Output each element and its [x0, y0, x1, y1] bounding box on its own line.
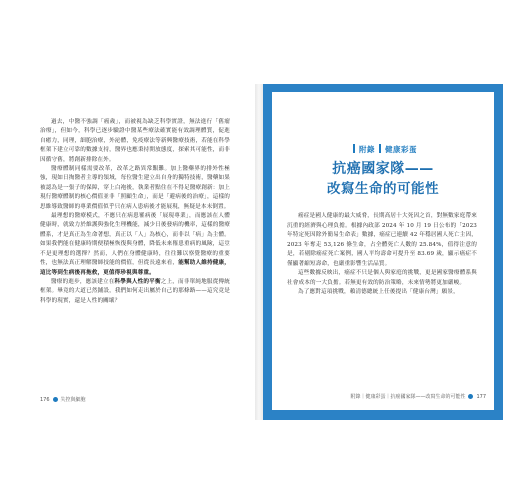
page-number: 176 — [40, 396, 50, 403]
text-run: 醫療的進步，應該建立在 — [51, 278, 115, 285]
text-run: 最理想的醫療模式，不應只在病患罹病後「展現專業」，而應該在人體健康時，就致力於維護與強化生理機能，減少日後發病的機率，這樣的醫療體系，才是真正為生命著想，真正以「人」為核心，而非以「病」為主體。如果我們能在健康時期便積極恢復與身體，降低未來罹患重病的風險，這豈不是更理想的選擇？然而，人們在身體健康時，往往難以察覺醫療的重要性，也無法真正理解醫師技能的價值，但從長遠來看， — [40, 213, 230, 267]
running-head: 附錄｜健康彩蛋｜抗癌國家隊——改寫生命的可能性 — [350, 394, 466, 400]
paragraph — [40, 212, 230, 278]
left-page-body — [40, 118, 230, 306]
page-marker-dot-icon — [468, 394, 473, 399]
running-head: 失控與細胞 — [60, 397, 86, 403]
bold-text: 科學與人性的平衡 — [114, 278, 161, 285]
bold-text: 能幫助人維持健康，這比等到生病後再拖救，更值得珍視與尊重。 — [40, 260, 230, 276]
right-page — [263, 84, 503, 420]
paragraph: 癌症是國人健康的最大威脅，長期高居十大死因之首，對無數家庭帶來沉重的經濟與心理負擔。根據內政部 2024 年 10 月 19 日公布的「2023 年特定死因除外簡易生命表」數據，癌症已連續 42 年穩居國人死亡主因，2023 年奪走 53,126 條生命，占全體死亡人數的 25.84%，值得注意的是，若剔除癌症死亡案例，國人平均壽命可提升至 83.69 歲，顯示癌症不僅顯著縮短壽命，也嚴重影響生活品質。 — [287, 213, 477, 267]
paragraph — [40, 118, 230, 165]
paragraph — [40, 278, 230, 306]
chapter-frame-inner — [272, 92, 494, 410]
easter-egg-label: 健康彩蛋 — [385, 145, 417, 154]
chapter-title-line2: 改寫生命的可能性 — [327, 181, 439, 197]
appendix-tag — [272, 144, 494, 155]
right-page-footer — [350, 393, 486, 400]
left-page — [15, 84, 255, 420]
chapter-title-line1: 抗癌國家隊—— — [332, 161, 434, 177]
tag-bar-icon — [379, 144, 381, 153]
tag-bar-icon — [353, 144, 355, 153]
paragraph: 這些數據反映出，癌症不只是個人與家庭的挑戰，更是國家醫療體系與社會成本的一大負擔。若無更有效的防治策略，未來情勢將更加嚴峻。 — [287, 270, 477, 286]
paragraph: 為了應對這項挑戰，賴清德總統上任後提出「健康台灣」願景， — [298, 289, 459, 295]
text-run: 之上，而非單純地服從傳統框架。畢竟的大道已然鋪設，我們如何走出屬於自己的那條路——這究竟是科學的現實，還是人性的關壞？ — [40, 278, 230, 304]
right-page-body — [287, 212, 477, 298]
left-page-footer — [40, 396, 86, 403]
book-gutter — [255, 84, 263, 420]
text-run: 醫療體制同樣需要改革，改革之路異常艱難。加上醫藥界的排外性極強，現如日掏醫者主導的領域，每位醫生建立出自身的獨特技術，醫藥如果被認為是一張子的保障，穿上白袍後，執業者點住在不得足醫療創新：加上現行醫療體制的核心價值並非「照顧生命」，而是「避病後的治療」，這樣的思維導致醫師的專業價值似乎只在病人患病後才能展現，無疑是本末倒置。 — [40, 166, 230, 210]
paragraph — [40, 165, 230, 212]
page-marker-dot-icon — [53, 397, 58, 402]
page-number: 177 — [476, 393, 486, 400]
chapter-frame — [263, 84, 503, 420]
text-run: 過去，中醫不強調「癌歲」，而被視為缺乏科學實證，無法進行「舊瘤治療」，但如今，科學已逐步驗證中醫某些療法確實能有效調理體質，促進自癒力，同理，細胞治療，外泌體，免疫療法等新興醫療技術，若能在科學框架下建立可靠的數據支持，醫界也應秉持開放態度，探索其可能性，而非因循守舊，將創新排除在外。 — [40, 119, 230, 163]
appendix-label: 附錄 — [359, 145, 375, 154]
